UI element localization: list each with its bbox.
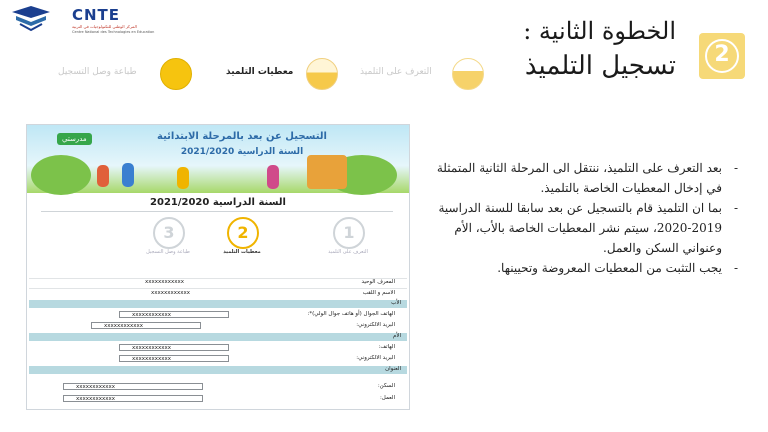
id-label: المعرف الوحيد: [361, 279, 395, 285]
banner-kid: [267, 165, 279, 189]
address-section: [29, 366, 407, 374]
banner-kid: [177, 167, 189, 189]
mother-email-label: البريد الالكتروني:: [356, 355, 395, 361]
address-section-label: العنوان: [385, 366, 401, 372]
mother-section: [29, 333, 407, 341]
banner-tag: مدرستي: [57, 133, 92, 145]
step-number-badge: [699, 33, 745, 79]
instructions-list: [418, 158, 738, 278]
mini-step-3: 3: [153, 217, 185, 249]
bullet-item: - يجب التثبت من المعطيات المعروضة وتحيينها.: [418, 258, 738, 278]
name-label: الاسم و اللقب: [362, 290, 395, 296]
screenshot-banner: [27, 125, 409, 193]
work-address-input[interactable]: xxxxxxxxxxxx: [63, 395, 203, 402]
id-value: xxxxxxxxxxxx: [145, 279, 185, 285]
progress-circle-identify: [452, 58, 484, 90]
banner-tree: [31, 155, 91, 195]
home-address-label: السكن:: [377, 383, 395, 389]
progress-label-print: طباعة وصل التسجيل: [58, 67, 137, 77]
logo-subtitle-ar: المركز الوطني للتكنولوجيات في التربية: [72, 24, 137, 29]
banner-year: السنة الدراسية 2021/2020: [180, 147, 304, 157]
father-email-input[interactable]: xxxxxxxxxxxx: [91, 322, 201, 329]
father-phone-label: الهاتف الجوال (أو هاتف جوال الولي)*:: [307, 311, 395, 317]
logo-name: CNTE: [72, 6, 121, 24]
mother-phone-input[interactable]: xxxxxxxxxxxx: [119, 344, 229, 351]
name-value: xxxxxxxxxxxx: [151, 290, 191, 296]
father-email-label: البريد الالكتروني:: [356, 322, 395, 328]
progress-label-identify: التعرف على التلميذ: [360, 67, 432, 77]
school-year-heading: السنة الدراسية 2021/2020: [150, 197, 286, 208]
father-section: [29, 300, 407, 308]
title-line-2: تسجيل التلميذ: [524, 51, 676, 81]
progress-label-student-data: معطيات التلميذ: [226, 67, 294, 77]
divider: [41, 211, 393, 212]
progress-circle-print: [160, 58, 192, 90]
mother-phone-label: الهاتف:: [378, 344, 395, 350]
bullet-item: - بما ان التلميذ قام بالتسجيل عن بعد سابقا للسنة الدراسية 2019-2020، سيتم نشر المعطيات الخاصة بالأب، الأم وعنواني السكن والعمل.: [418, 198, 738, 258]
banner-book: [307, 155, 347, 189]
badge-number: 2: [714, 42, 730, 67]
bullet-item: - بعد التعرف على التلميذ، ننتقل الى المرحلة الثانية المتمثلة في إدخال المعطيات الخاصة بالتلميذ.: [418, 158, 738, 198]
banner-kid: [122, 163, 134, 187]
title-line-1: الخطوة الثانية :: [523, 17, 676, 45]
mini-step-2-label: معطيات التلميذ: [223, 249, 261, 255]
mini-step-2: 2: [227, 217, 259, 249]
cnte-logo: [10, 4, 180, 38]
mother-section-label: الأم: [392, 333, 401, 339]
mini-step-1-label: التعرف على التلميذ: [328, 249, 368, 255]
work-address-label: العمل:: [379, 395, 395, 401]
mini-step-3-label: طباعة وصل التسجيل: [146, 249, 190, 255]
father-section-label: الأب: [391, 300, 401, 306]
banner-title: التسجيل عن بعد بالمرحلة الابتدائية: [157, 131, 327, 142]
banner-kid: [97, 165, 109, 187]
progress-circle-student-data: [306, 58, 338, 90]
row-divider: [29, 278, 407, 279]
page-title: [523, 14, 676, 84]
row-divider: [29, 288, 407, 289]
home-address-input[interactable]: xxxxxxxxxxxx: [63, 383, 203, 390]
logo-subtitle-fr: Centre National des Technologies en Education: [72, 30, 155, 34]
registration-screenshot: [26, 124, 410, 410]
logo-emblem-icon: [10, 4, 52, 34]
mother-email-input[interactable]: xxxxxxxxxxxx: [119, 355, 229, 362]
father-phone-input[interactable]: xxxxxxxxxxxx: [119, 311, 229, 318]
mini-step-1: 1: [333, 217, 365, 249]
